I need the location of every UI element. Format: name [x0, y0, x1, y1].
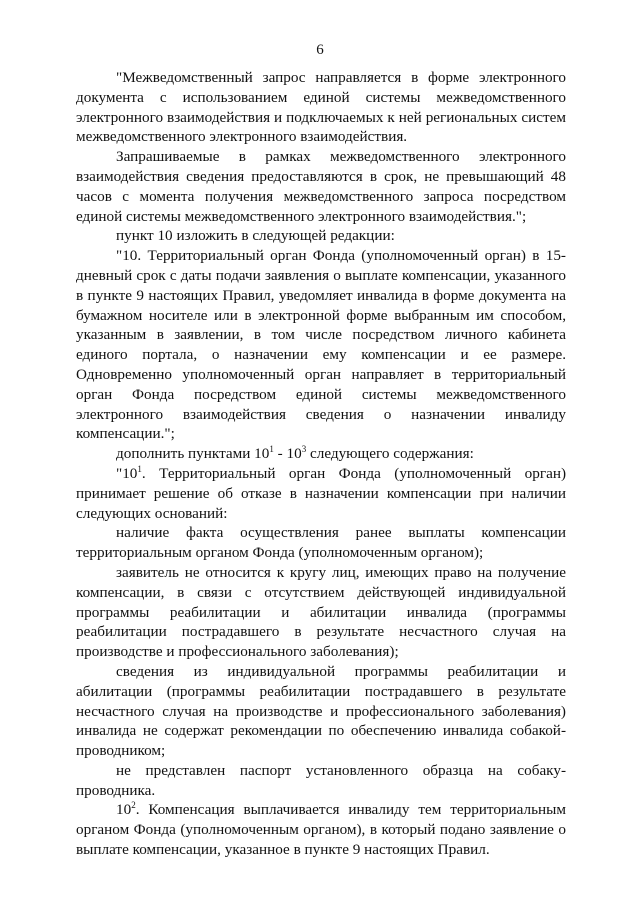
- paragraph-request-deadline: Запрашиваемые в рамках межведомственного электронного взаимодействия сведения предоставляются в срок, не превышающий 48 часов с момента получения межведомственного запроса посредством единой системы межведомственного электронного взаимодействия.";: [76, 148, 566, 225]
- document-body: [76, 68, 566, 860]
- paragraph-ground-no-recommendation: сведения из индивидуальной программы реабилитации и абилитации (программы реабилитации пострадавшего в результате несчастного случая на производстве и профессионального заболевания) инвалида не содержат рекомендации по обеспечению инвалида собакой-проводником;: [76, 662, 566, 760]
- paragraph-add-items-text: дополнить пунктами 10: [116, 445, 270, 463]
- paragraph-ground-previous-payment: наличие факта осуществления ранее выплаты компенсации территориальным органом Фонда (уполномоченным органом);: [76, 524, 566, 562]
- paragraph-ground-not-eligible: заявитель не относится к кругу лиц, имеющих право на получение компенсации, в связи с отсутствием действующей индивидуальной программы реабилитации и абилитации инвалида (программы реабилитации пострадавшего в результате несчастного случая на производстве и профессионального заболевания);: [76, 563, 566, 661]
- superscript-2: 2: [131, 800, 136, 811]
- superscript-1: 1: [269, 444, 274, 455]
- item-text: . Компенсация выплачивается инвалиду тем территориальным органом Фонда (уполномоченным органом), в который подано заявление о выплате компенсации, указанное в пункте 9 настоящих Правил.: [76, 801, 566, 859]
- paragraph-item-10: "10. Территориальный орган Фонда (уполномоченный орган) в 15-дневный срок с даты подачи заявления о выплате компенсации, указанного в пункте 9 настоящих Правил, уведомляет инвалида в форме документа на бумажном носителе или в электронной форме выбранным им способом, указанным в заявлении, в том числе посредством личного кабинета единого портала, о назначении ему компенсации и ее размере. Одновременно уполномоченный орган направляет в территориальный орган Фонда посредством единой системы межведомственного электронного взаимодействия сведения о назначении инвалиду компенсации.";: [76, 247, 566, 443]
- paragraph-ground-no-passport: не представлен паспорт установленного образца на собаку-проводника.: [76, 761, 566, 799]
- paragraph-item-10-2: [76, 800, 566, 859]
- paragraph-add-items: [76, 444, 566, 464]
- paragraph-add-items-tail: следующего содержания:: [306, 445, 474, 463]
- paragraph-item-10-1: [76, 464, 566, 523]
- paragraph-interagency-request: "Межведомственный запрос направляется в форме электронного документа с использованием единой системы межведомственного электронного взаимодействия и подключаемых к ней региональных систем межведомственного электронного взаимодействия.: [76, 69, 566, 146]
- item-number: "10: [116, 464, 138, 482]
- paragraph-add-items-range: - 10: [273, 445, 302, 463]
- item-text: . Территориальный орган Фонда (уполномоченный орган) принимает решение об отказе в назначении компенсации при наличии следующих оснований:: [76, 464, 566, 522]
- paragraph-amend-item-10: пункт 10 изложить в следующей редакции:: [116, 227, 395, 245]
- page-number: 6: [316, 42, 324, 58]
- superscript-3: 3: [301, 444, 307, 455]
- item-number: 10: [116, 801, 132, 819]
- superscript-1: 1: [137, 463, 142, 474]
